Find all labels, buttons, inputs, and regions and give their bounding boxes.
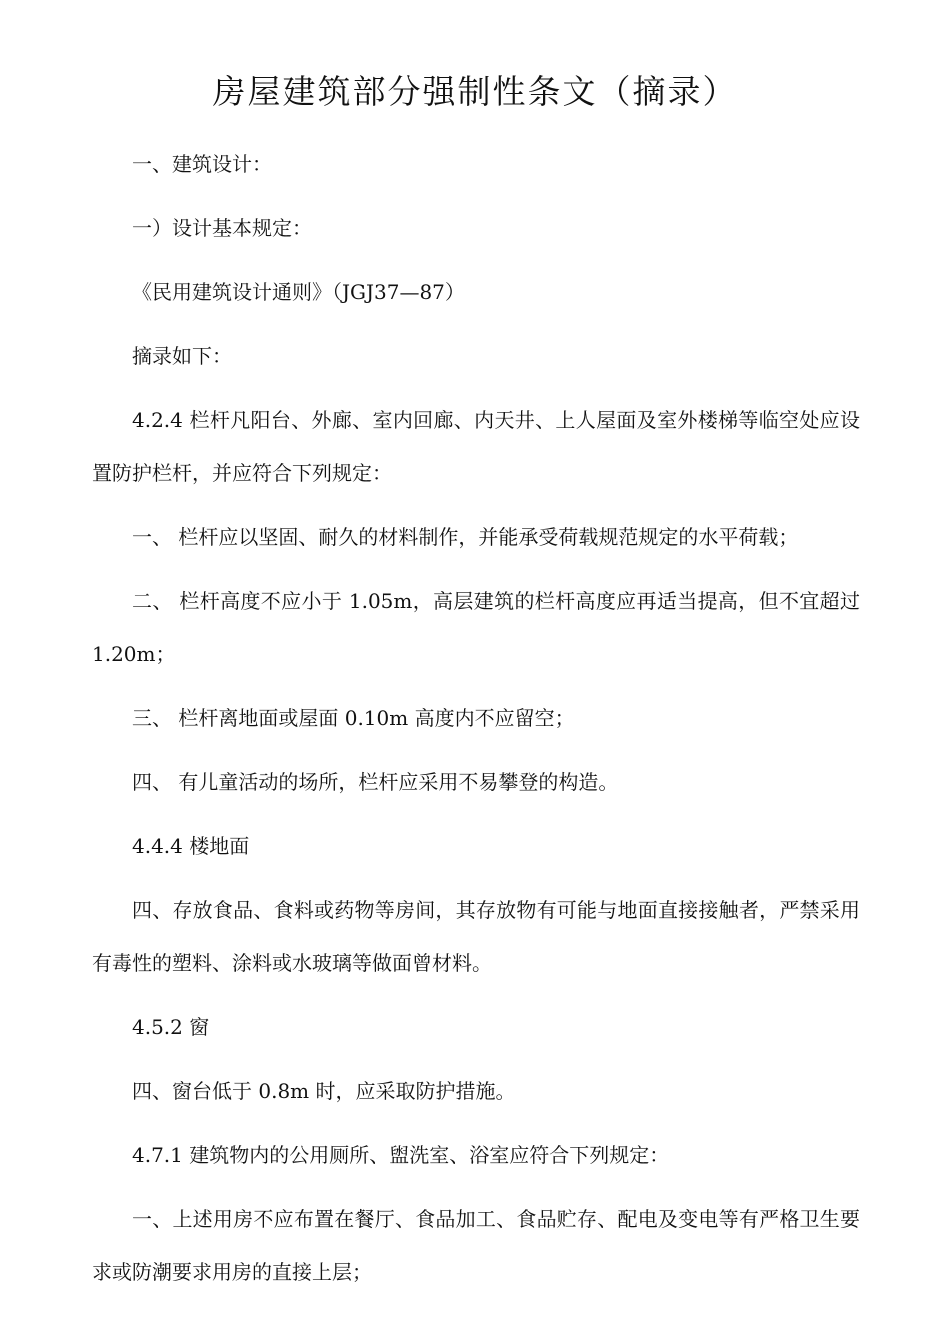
clause-4-2-4-item-3: 三、 栏杆离地面或屋面 0.10m 高度内不应留空；	[132, 706, 575, 730]
subsection-heading-basic-rules: 一）设计基本规定：	[132, 216, 312, 240]
section-heading-building-design: 一、建筑设计：	[132, 152, 272, 176]
document-title: 房屋建筑部分强制性条文（摘录）	[212, 72, 738, 111]
clause-4-7-1-item-1: 一、上述用房不应布置在餐厅、食品加工、食品贮存、配电及变电等有严格卫生要求或防潮要求用房的直接上层；	[92, 1207, 860, 1284]
standard-reference: 《民用建筑设计通则》（JGJ37—87）	[132, 280, 465, 304]
clause-4-2-4: 4.2.4 栏杆凡阳台、外廊、室内回廊、内天井、上人屋面及室外楼梯等临空处应设置防护栏杆，并应符合下列规定：	[92, 408, 860, 485]
clause-4-2-4-item-2: 二、 栏杆高度不应小于 1.05m，高层建筑的栏杆高度应再适当提高，但不宜超过 1.20m；	[92, 589, 860, 666]
clause-4-2-4-item-4: 四、 有儿童活动的场所，栏杆应采用不易攀登的构造。	[132, 770, 619, 794]
document-body	[92, 138, 860, 1310]
clause-4-4-4-item-4: 四、存放食品、食料或药物等房间，其存放物有可能与地面直接接触者，严禁采用有毒性的塑料、涂料或水玻璃等做面曾材料。	[92, 898, 860, 975]
excerpt-label: 摘录如下：	[132, 344, 232, 368]
clause-4-7-1-heading: 4.7.1 建筑物内的公用厕所、盥洗室、浴室应符合下列规定：	[132, 1143, 670, 1167]
clause-4-2-4-item-1: 一、 栏杆应以坚固、耐久的材料制作，并能承受荷载规范规定的水平荷载；	[132, 525, 799, 549]
clause-4-5-2-heading: 4.5.2 窗	[132, 1015, 210, 1039]
clause-4-5-2-item-4: 四、窗台低于 0.8m 时，应采取防护措施。	[132, 1079, 516, 1103]
clause-4-4-4-heading: 4.4.4 楼地面	[132, 834, 250, 858]
